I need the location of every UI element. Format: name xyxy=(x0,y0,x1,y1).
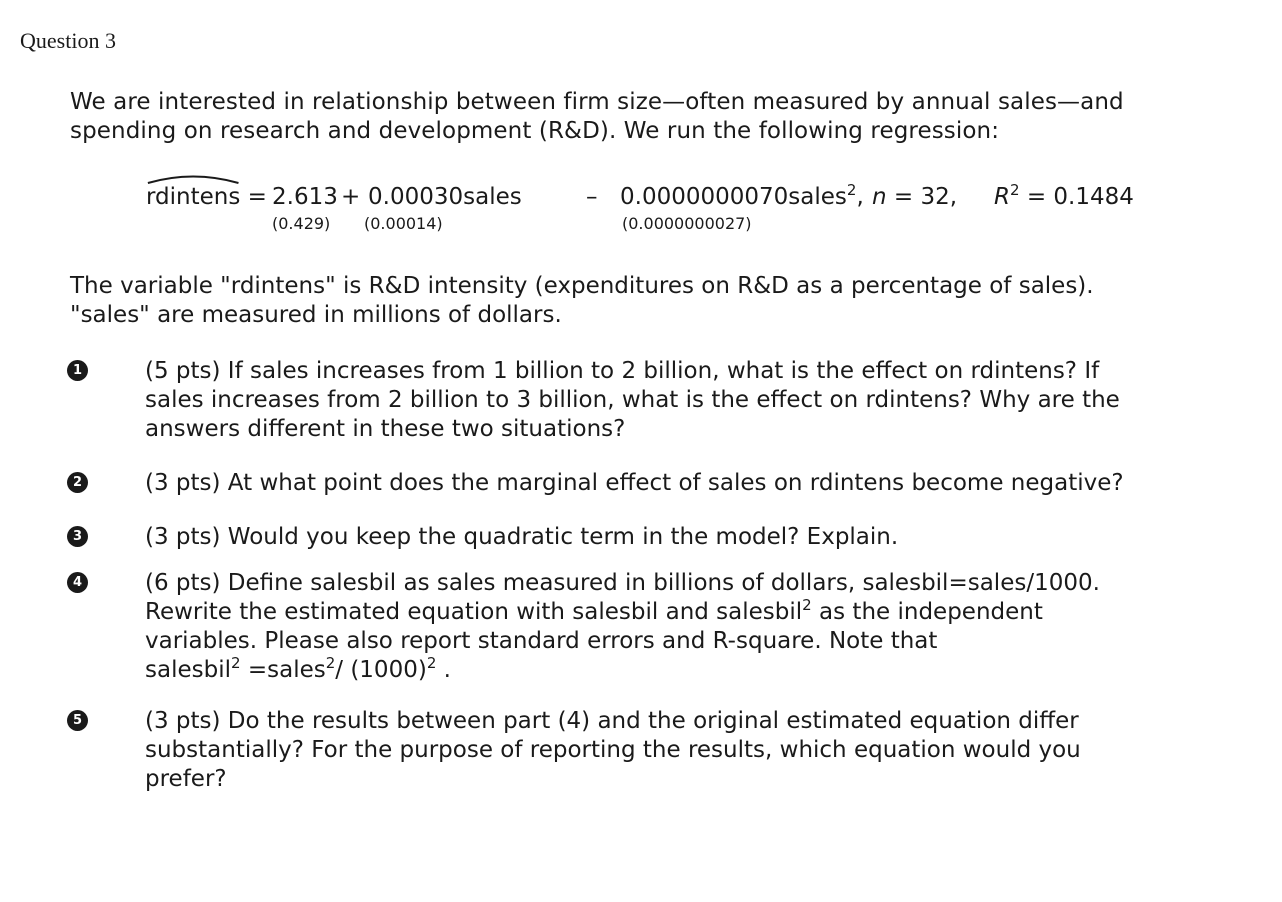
superscript: 2 xyxy=(426,654,437,672)
description-line: "sales" are measured in millions of dollars. xyxy=(70,302,562,328)
sample-size xyxy=(872,184,957,210)
question-line: (3 pts) At what point does the marginal effect of sales on rdintens become negative? xyxy=(145,470,1124,496)
question-line xyxy=(145,598,1262,627)
question-text xyxy=(145,469,1262,498)
question-line xyxy=(145,656,1262,685)
intro-paragraph xyxy=(70,88,1260,146)
question-line: sales increases from 2 billion to 3 billion, what is the effect on rdintens? Why are the xyxy=(145,387,1120,413)
question-line: answers different in these two situations? xyxy=(145,416,626,442)
question-text xyxy=(145,523,1262,552)
question-line-segment: salesbil xyxy=(145,657,231,683)
r-squared-exponent: 2 xyxy=(1009,181,1020,199)
comma: , xyxy=(856,184,864,210)
r-squared-label: R xyxy=(994,184,1010,210)
question-item xyxy=(67,707,1262,794)
intro-line: spending on research and development (R&D). We run the following regression: xyxy=(70,118,1000,144)
plus-sign: + xyxy=(341,184,361,210)
question-line-segment: =sales xyxy=(247,657,326,683)
question-item xyxy=(67,469,1262,498)
n-label: n xyxy=(872,184,887,210)
question-line: (6 pts) Define salesbil as sales measured in billions of dollars, salesbil=sales/1000. xyxy=(145,570,1100,596)
standard-error-sales: (0.00014) xyxy=(364,214,443,233)
equals-sign: = xyxy=(247,184,267,210)
question-line-segment: . xyxy=(443,657,451,683)
question-line: (3 pts) Do the results between part (4) and the original estimated equation differ xyxy=(145,708,1079,734)
lhs-variable: rdintens xyxy=(146,184,241,210)
question-line: (5 pts) If sales increases from 1 billion to 2 billion, what is the effect on rdintens? If xyxy=(145,358,1100,384)
description-line: The variable "rdintens" is R&D intensity (expenditures on R&D as a percentage of sales). xyxy=(70,273,1094,299)
regression-equation xyxy=(146,181,1256,244)
question-line: (3 pts) Would you keep the quadratic term in the model? Explain. xyxy=(145,524,899,550)
hat-accent-icon xyxy=(146,172,240,184)
sales-squared-coefficient: 0.0000000070 xyxy=(620,184,789,210)
question-line-segment: as the independent xyxy=(819,599,1043,625)
minus-sign: – xyxy=(586,184,598,210)
sales-variable: sales xyxy=(463,184,522,210)
question-line: prefer? xyxy=(145,766,227,792)
sales-squared-term xyxy=(620,181,864,210)
r-squared xyxy=(994,181,1134,210)
numbered-bullet-icon: 4 xyxy=(67,572,88,593)
superscript: 2 xyxy=(802,596,812,614)
question-item xyxy=(67,523,1262,552)
intro-line: We are interested in relationship between firm size—often measured by annual sales—and xyxy=(70,89,1124,115)
question-text xyxy=(145,707,1262,794)
r-squared-value: = 0.1484 xyxy=(1026,184,1134,210)
question-line-segment: Rewrite the estimated equation with salesbil and salesbil xyxy=(145,599,803,625)
question-line-segment: / (1000) xyxy=(335,657,427,683)
question-text xyxy=(145,357,1262,444)
equation-lhs xyxy=(146,184,267,210)
question-item xyxy=(67,569,1262,685)
numbered-bullet-icon: 1 xyxy=(67,360,88,381)
question-line: substantially? For the purpose of reporting the results, which equation would you xyxy=(145,737,1081,763)
numbered-bullet-icon: 2 xyxy=(67,472,88,493)
squared-exponent: 2 xyxy=(846,181,857,199)
question-item xyxy=(67,357,1262,444)
n-value: = 32, xyxy=(893,184,958,210)
superscript: 2 xyxy=(230,654,241,672)
superscript: 2 xyxy=(325,654,336,672)
question-text xyxy=(145,569,1262,685)
hat-variable xyxy=(146,184,240,210)
standard-error-sales-squared: (0.0000000027) xyxy=(622,214,752,233)
numbered-bullet-icon: 3 xyxy=(67,526,88,547)
question-line: variables. Please also report standard errors and R-square. Note that xyxy=(145,628,938,654)
sales-squared-variable: sales xyxy=(788,184,847,210)
sales-term xyxy=(368,184,522,210)
question-heading: Question 3 xyxy=(20,28,116,53)
standard-error-intercept: (0.429) xyxy=(272,214,331,233)
variable-description xyxy=(70,272,1265,330)
sales-coefficient: 0.00030 xyxy=(368,184,464,210)
numbered-bullet-icon: 5 xyxy=(67,710,88,731)
intercept-value: 2.613 xyxy=(272,184,338,210)
